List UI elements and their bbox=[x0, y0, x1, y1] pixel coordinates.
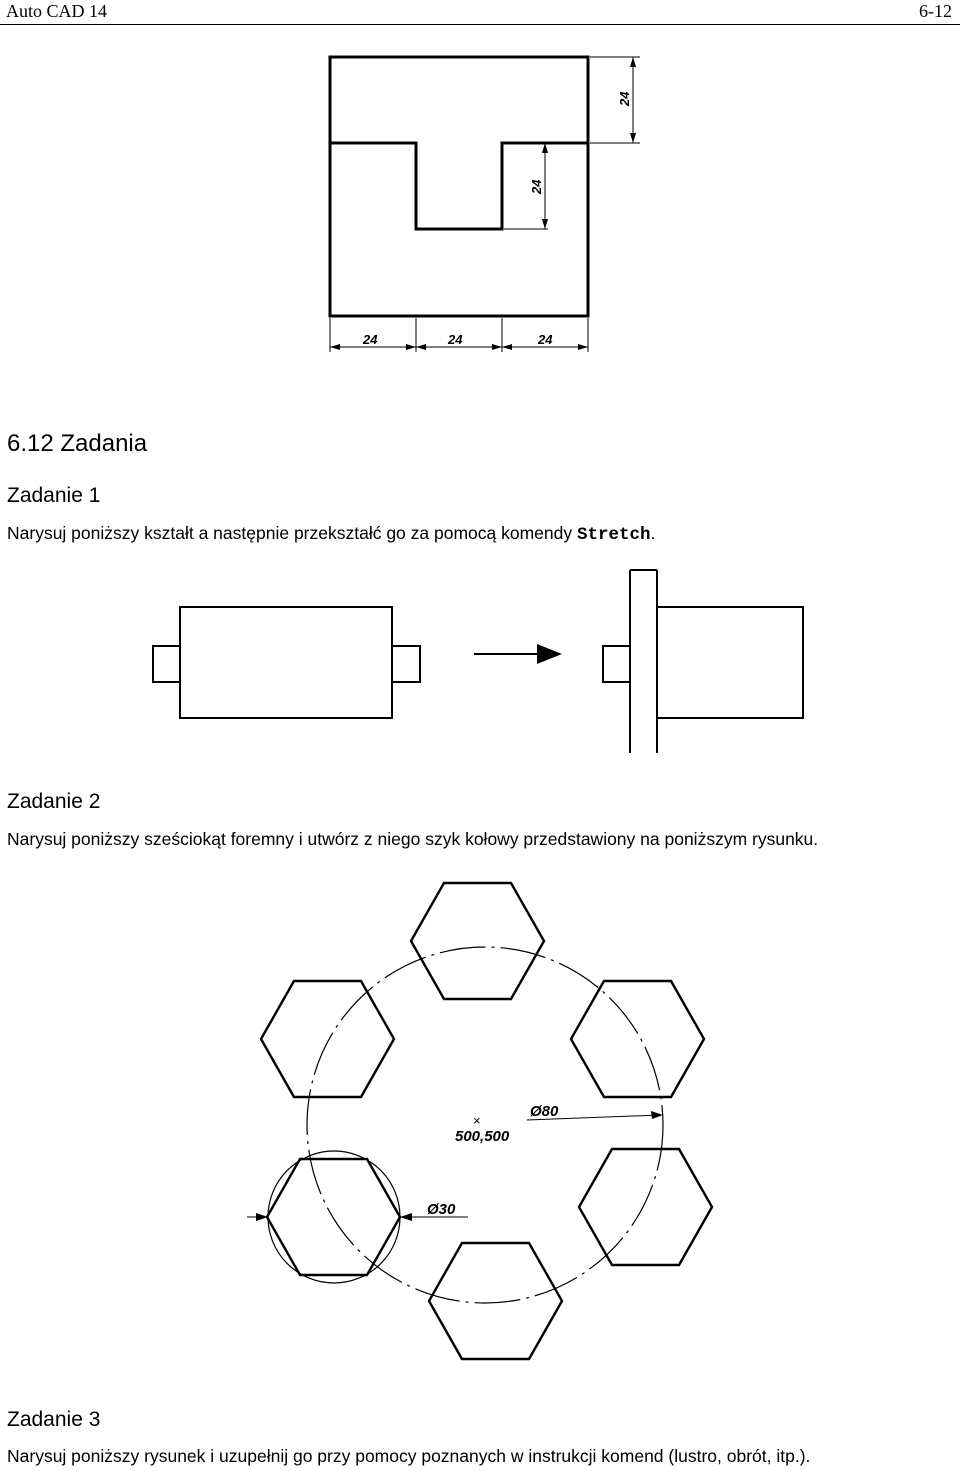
header-title: Auto CAD 14 bbox=[6, 1, 108, 21]
array-circle bbox=[307, 947, 663, 1303]
task2-text: Narysuj poniższy sześciokąt foremny i utwórz z niego szyk kołowy przedstawiony na poniższym rysunku. bbox=[7, 829, 819, 849]
section-title: 6.12 Zadania bbox=[7, 430, 148, 457]
task1-text-end: . bbox=[650, 523, 656, 543]
dim-label-bottom-3: 24 bbox=[538, 332, 553, 347]
hexagon-top-right bbox=[571, 981, 704, 1097]
figure-stretch bbox=[0, 560, 960, 760]
small-circle bbox=[268, 1151, 400, 1283]
task3-text: Narysuj poniższy rysunek i uzupełnij go przy pomocy poznanych w instrukcji komend (lustro, obrót, itp.). bbox=[7, 1446, 811, 1466]
dim-diameter-80: Ø80 bbox=[530, 1103, 559, 1120]
task1-command: Stretch bbox=[577, 525, 651, 545]
dim-label-bottom-2: 24 bbox=[448, 332, 463, 347]
task2-title: Zadanie 2 bbox=[7, 790, 101, 813]
figure-t-block bbox=[0, 0, 960, 370]
hexagon-bottom bbox=[429, 1243, 562, 1359]
page-number: 6-12 bbox=[919, 1, 952, 21]
dim-label-bottom-1: 24 bbox=[363, 332, 378, 347]
task3-title: Zadanie 3 bbox=[7, 1408, 101, 1431]
center-mark: × bbox=[473, 1113, 481, 1128]
dim-label-right-top: 24 bbox=[617, 91, 632, 106]
hexagon-top-left bbox=[261, 981, 394, 1097]
dim-label-right-mid: 24 bbox=[529, 179, 544, 194]
hexagon-top bbox=[411, 883, 544, 999]
hexagon-bottom-right bbox=[579, 1149, 712, 1265]
figure-polar-array bbox=[0, 870, 960, 1390]
task1-text: Narysuj poniższy kształt a następnie przekształć go za pomocą komendy bbox=[7, 523, 577, 543]
center-coordinates: 500,500 bbox=[455, 1128, 510, 1145]
task1-description bbox=[7, 523, 655, 545]
dim-diameter-30: Ø30 bbox=[427, 1201, 456, 1218]
task1-title: Zadanie 1 bbox=[7, 484, 101, 507]
hexagon-bottom-left bbox=[267, 1159, 400, 1275]
